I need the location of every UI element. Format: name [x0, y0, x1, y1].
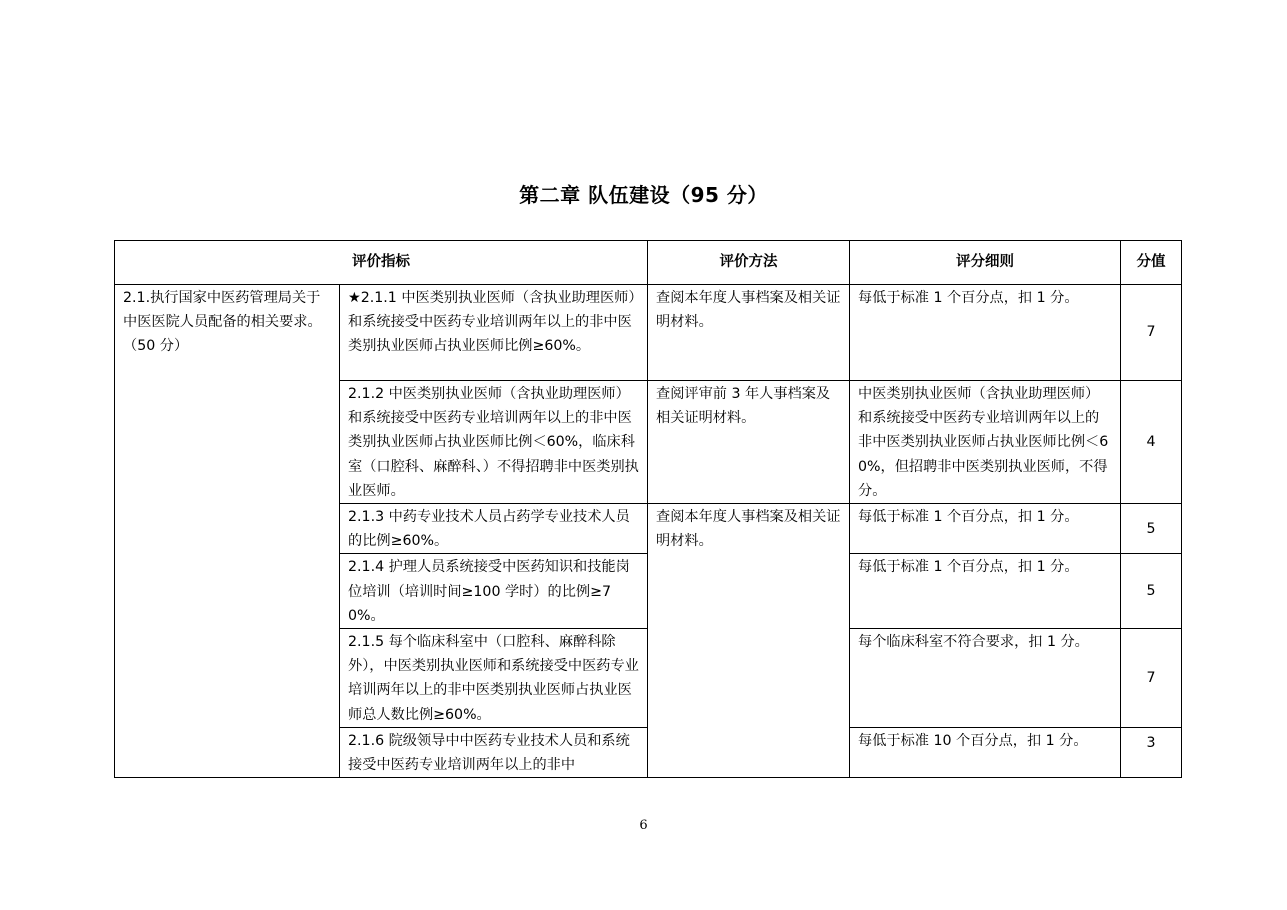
details-cell: 中医类别执业医师（含执业助理医师）和系统接受中医药专业培训两年以上的非中医类别执业医师占执业医师比例＜60%，但招聘非中医类别执业医师，不得分。 [850, 381, 1121, 504]
item-cell: 2.1.5 每个临床科室中（口腔科、麻醉科除外），中医类别执业医师和系统接受中医药专业培训两年以上的非中医类别执业医师占执业医师总人数比例≥60%。 [340, 629, 648, 728]
method-cell: 查阅评审前 3 年人事档案及相关证明材料。 [648, 381, 850, 504]
page-number: 6 [639, 818, 648, 833]
score-cell: 7 [1121, 285, 1182, 381]
item-cell: ★2.1.1 中医类别执业医师（含执业助理医师）和系统接受中医药专业培训两年以上的非中医类别执业医师占执业医师比例≥60%。 [340, 285, 648, 381]
score-cell: 3 [1121, 727, 1182, 777]
item-cell: 2.1.2 中医类别执业医师（含执业助理医师）和系统接受中医药专业培训两年以上的非中医类别执业医师占执业医师比例＜60%，临床科室（口腔科、麻醉科、）不得招聘非中医类别执业医师。 [340, 381, 648, 504]
evaluation-table [114, 240, 1182, 778]
table-header-row [115, 241, 1182, 285]
header-method: 评价方法 [648, 241, 850, 285]
item-cell: 2.1.4 护理人员系统接受中医药知识和技能岗位培训（培训时间≥100 学时）的比例≥70%。 [340, 554, 648, 629]
item-cell: 2.1.6 院级领导中中医药专业技术人员和系统接受中医药专业培训两年以上的非中 [340, 727, 648, 777]
details-cell: 每低于标准 1 个百分点，扣 1 分。 [850, 285, 1121, 381]
details-cell: 每个临床科室不符合要求，扣 1 分。 [850, 629, 1121, 728]
header-score: 分值 [1121, 241, 1182, 285]
item-cell: 2.1.3 中药专业技术人员占药学专业技术人员的比例≥60%。 [340, 504, 648, 554]
details-cell: 每低于标准 1 个百分点，扣 1 分。 [850, 504, 1121, 554]
chapter-title: 第二章 队伍建设（95 分） [519, 183, 768, 207]
method-cell: 查阅本年度人事档案及相关证明材料。 [648, 504, 850, 778]
header-details: 评分细则 [850, 241, 1121, 285]
score-cell: 5 [1121, 554, 1182, 629]
table-row [115, 285, 1182, 381]
method-cell: 查阅本年度人事档案及相关证明材料。 [648, 285, 850, 381]
score-cell: 7 [1121, 629, 1182, 728]
header-indicator: 评价指标 [115, 241, 648, 285]
category-cell: 2.1.执行国家中医药管理局关于中医医院人员配备的相关要求。（50 分） [115, 285, 340, 778]
details-cell: 每低于标准 10 个百分点，扣 1 分。 [850, 727, 1121, 777]
score-cell: 4 [1121, 381, 1182, 504]
details-cell: 每低于标准 1 个百分点，扣 1 分。 [850, 554, 1121, 629]
score-cell: 5 [1121, 504, 1182, 554]
